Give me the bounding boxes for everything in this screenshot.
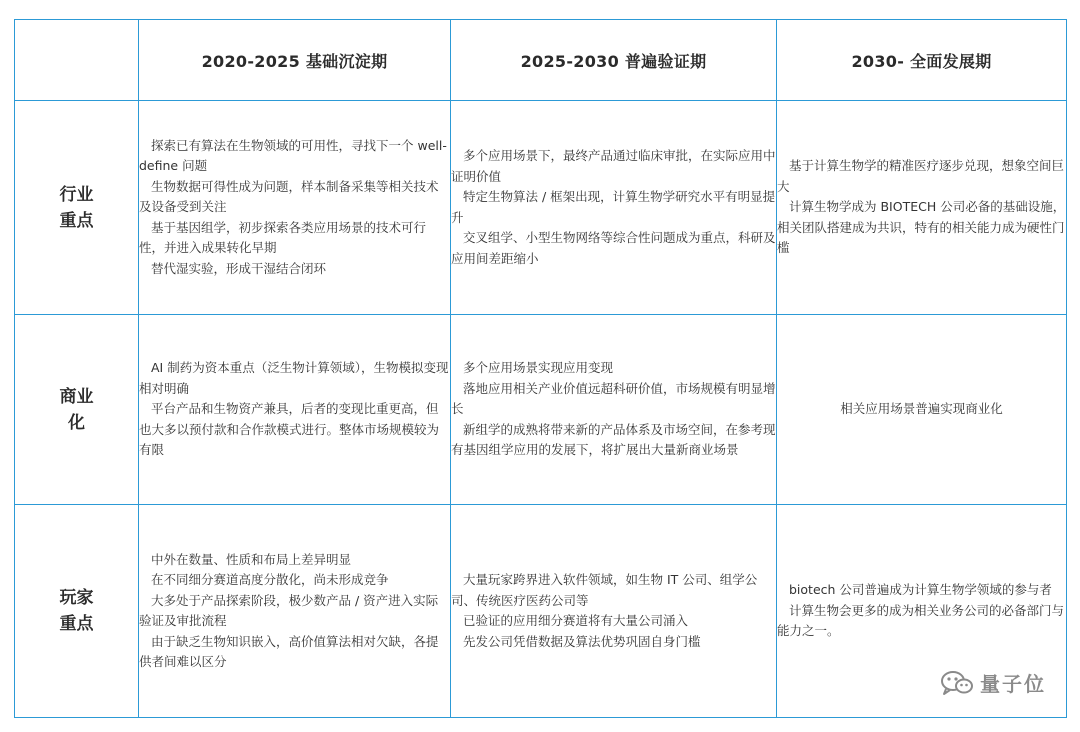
cell-paragraph: 多个应用场景下，最终产品通过临床审批，在实际应用中证明价值 <box>451 148 776 184</box>
row-label-industry-focus <box>15 101 139 315</box>
row-label-line: 重点 <box>59 210 94 231</box>
cell-paragraph: 交叉组学、小型生物网络等综合性问题成为重点，科研及应用间差距缩小 <box>451 230 776 266</box>
cell-paragraph: 替代湿实验，形成干湿结合闭环 <box>151 260 327 276</box>
watermark <box>940 668 1046 697</box>
cell-paragraph: 基于基因组学，初步探索各类应用场景的技术可行性，并进入成果转化早期 <box>139 219 427 256</box>
cell-paragraph: 特定生物算法 / 框架出现，计算生物学研究水平有明显提升 <box>451 189 776 225</box>
cell-paragraph: 大多处于产品探索阶段，极少数产品 / 资产进入实际验证及审批流程 <box>139 592 439 628</box>
header-period-2030: 2030- 全面发展期 <box>777 20 1067 101</box>
cell-paragraph: 在不同细分赛道高度分散化，尚未形成竞争 <box>151 572 389 587</box>
row-label-line: 玩家 <box>59 588 94 608</box>
cell-industry-2020-2025 <box>139 101 451 315</box>
cell-paragraph: 大量玩家跨界进入软件领域，如生物 IT 公司、组学公司、传统医疗医药公司等 <box>451 572 758 608</box>
cell-paragraph: 探索已有算法在生物领域的可用性，寻找下一个 well-define 问题 <box>139 137 447 174</box>
row-label-player-focus <box>15 505 139 718</box>
cell-paragraph: 已验证的应用细分赛道将有大量公司涌入 <box>463 613 689 628</box>
cell-paragraph: 基于计算生物学的精准医疗逐步兑现，想象空间巨大 <box>777 158 1065 194</box>
cell-paragraph: 由于缺乏生物知识嵌入，高价值算法相对欠缺，各提供者间难以区分 <box>139 633 439 669</box>
comparison-table <box>14 19 1067 718</box>
header-period-2025-2030: 2025-2030 普遍验证期 <box>451 20 777 101</box>
row-label-line: 化 <box>68 412 85 433</box>
row-label-line: 重点 <box>59 614 94 634</box>
cell-commercial-2025-2030 <box>451 315 777 505</box>
cell-paragraph: 计算生物会更多的成为相关业务公司的必备部门与能力之一。 <box>777 602 1065 639</box>
cell-players-2025-2030 <box>451 505 777 718</box>
header-period-2020-2025: 2020-2025 基础沉淀期 <box>139 20 451 101</box>
table-row-player-focus <box>15 505 1067 718</box>
cell-paragraph: 生物数据可得性成为问题，样本制备采集等相关技术及设备受到关注 <box>139 178 439 215</box>
row-label-line: 商业 <box>59 386 94 407</box>
watermark-text: 量子位 <box>980 672 1046 696</box>
cell-industry-2025-2030 <box>451 101 777 315</box>
cell-paragraph: 计算生物学成为 BIOTECH 公司必备的基础设施，相关团队搭建成为共识，特有的相关能力成为硬性门槛 <box>777 199 1066 256</box>
header-row <box>15 20 1067 101</box>
wechat-icon <box>940 670 974 696</box>
table-row-commercialization <box>15 315 1067 505</box>
corner-cell <box>15 20 139 101</box>
cell-paragraph: 多个应用场景实现应用变现 <box>463 360 614 376</box>
cell-paragraph: biotech 公司普遍成为计算生物学领域的参与者 <box>789 582 1052 598</box>
cell-paragraph: 落地应用相关产业价值远超科研价值，市场规模有明显增长 <box>451 380 776 417</box>
cell-commercial-2030 <box>777 315 1067 505</box>
cell-industry-2030 <box>777 101 1067 315</box>
cell-commercial-2020-2025 <box>139 315 451 505</box>
row-label-line: 行业 <box>59 184 94 205</box>
cell-paragraph: 相关应用场景普遍实现商业化 <box>840 401 1003 417</box>
row-label-commercialization <box>15 315 139 505</box>
cell-paragraph: AI 制药为资本重点（泛生物计算领域），生物模拟变现相对明确 <box>139 360 449 396</box>
cell-players-2020-2025 <box>139 505 451 718</box>
cell-paragraph: 中外在数量、性质和布局上差异明显 <box>151 551 352 567</box>
cell-paragraph: 新组学的成熟将带来新的产品体系及市场空间，在参考现有基因组学应用的发展下，将扩展出大量新商业场景 <box>451 421 776 458</box>
cell-paragraph: 先发公司凭借数据及算法优势巩固自身门槛 <box>463 633 701 649</box>
table-row-industry-focus <box>15 101 1067 315</box>
cell-paragraph: 平台产品和生物资产兼具，后者的变现比重更高，但也大多以预付款和合作款模式进行。整体市场规模较为有限 <box>139 401 440 458</box>
